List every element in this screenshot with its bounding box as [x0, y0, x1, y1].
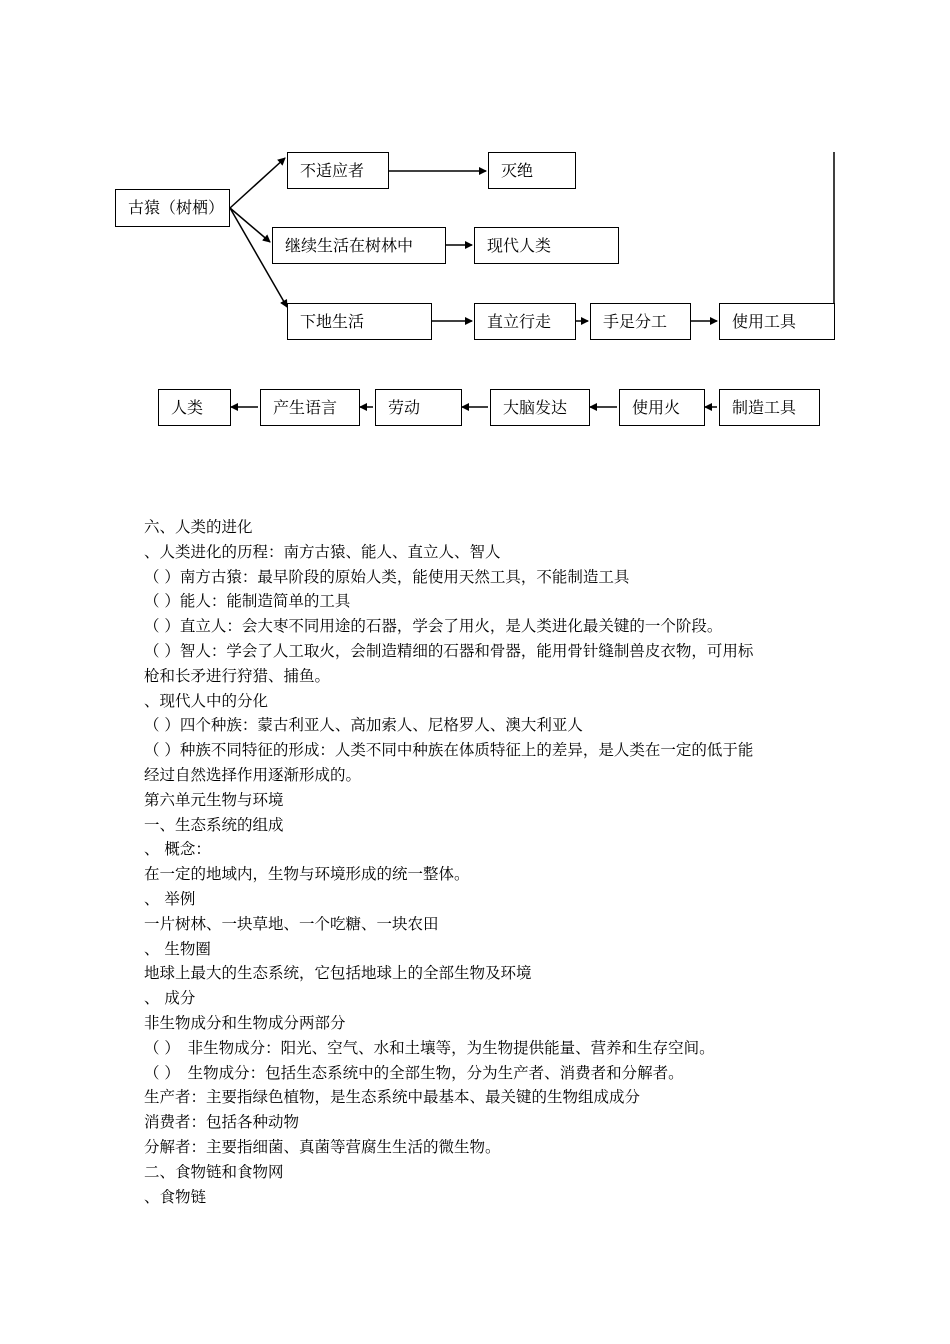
- box-shou-zu: 手足分工: [590, 303, 691, 340]
- box-mie-jue: 灭绝: [488, 152, 576, 189]
- unit-heading: 第六单元生物与环境: [144, 790, 284, 809]
- text-line: 在一定的地域内，生物与环境形成的统一整体。: [144, 865, 470, 884]
- text-line: 、食物链: [144, 1187, 207, 1206]
- text-line: 、人类进化的历程：南方古猿、能人、直立人、智人: [144, 542, 501, 561]
- text-line: （ ）南方古猿：最早阶段的原始人类，能使用天然工具，不能制造工具: [144, 567, 630, 586]
- text-line: 经过自然选择作用逐渐形成的。: [144, 765, 362, 784]
- text-line: （ ）直立人：会大枣不同用途的石器，学会了用火，是人类进化最关键的一个阶段。: [144, 617, 723, 636]
- section-heading: 六、人类的进化: [144, 518, 253, 536]
- arrow-to-bu-shi-ying: [230, 158, 285, 208]
- text-line: 枪和长矛进行狩猎、捕鱼。: [144, 666, 331, 685]
- text-line: 、 生物圈: [144, 939, 211, 958]
- box-bu-shi-ying: 不适应者: [287, 152, 389, 189]
- text-line: （ ）种族不同特征的形成：人类不同中种族在体质特征上的差异，是人类在一定的低于能: [144, 741, 754, 760]
- text-line: 非生物成分和生物成分两部分: [144, 1013, 346, 1032]
- box-shi-yong-huo: 使用火: [619, 389, 705, 426]
- box-zhi-zao-gong-ju: 制造工具: [719, 389, 820, 426]
- document-body: [144, 515, 824, 1209]
- box-zhi-li: 直立行走: [474, 303, 576, 340]
- text-line: （ ） 生物成分：包括生态系统中的全部生物，分为生产者、消费者和分解者。: [144, 1063, 684, 1082]
- box-yu-yan: 产生语言: [260, 389, 360, 426]
- text-line: （ ）智人：学会了人工取火，会制造精细的石器和骨器，能用骨针缝制兽皮衣物，可用标: [144, 641, 754, 660]
- box-shi-yong-gong-ju: 使用工具: [719, 303, 835, 340]
- text-line: （ ）能人：能制造简单的工具: [144, 592, 351, 611]
- text-line: 、 成分: [144, 989, 196, 1008]
- text-line: 、 举例: [144, 889, 196, 908]
- box-da-nao: 大脑发达: [490, 389, 590, 426]
- text-line: 、 概念：: [144, 840, 211, 859]
- text-line: 、现代人中的分化: [144, 691, 269, 710]
- arrow-to-ji-xu: [230, 208, 270, 242]
- box-ji-xu: 继续生活在树林中: [272, 227, 446, 264]
- box-lao-dong: 劳动: [375, 389, 462, 426]
- text-line: 分解者：主要指细菌、真菌等营腐生生活的微生物。: [144, 1137, 501, 1156]
- text-line: 地球上最大的生态系统，它包括地球上的全部生物及环境: [144, 964, 532, 983]
- text-line: 生产者：主要指绿色植物，是生态系统中最基本、最关键的生物组成成分: [144, 1088, 641, 1107]
- section-heading: 二、食物链和食物网: [144, 1162, 284, 1181]
- box-xian-dai: 现代人类: [474, 227, 619, 264]
- text-line: （ ）四个种族：蒙古利亚人、高加索人、尼格罗人、澳大利亚人: [144, 716, 583, 735]
- text-line: （ ） 非生物成分：阳光、空气、水和土壤等，为生物提供能量、营养和生存空间。: [144, 1038, 715, 1057]
- text-line: 一片树林、一块草地、一个吃糖、一块农田: [144, 914, 439, 933]
- box-ren-lei: 人类: [158, 389, 231, 426]
- evolution-diagram: [0, 0, 950, 440]
- section-heading: 一、生态系统的组成: [144, 815, 284, 834]
- box-xia-di: 下地生活: [287, 303, 432, 340]
- box-gu-yuan: 古猿（树栖）: [115, 189, 230, 227]
- text-line: 消费者：包括各种动物: [144, 1113, 300, 1132]
